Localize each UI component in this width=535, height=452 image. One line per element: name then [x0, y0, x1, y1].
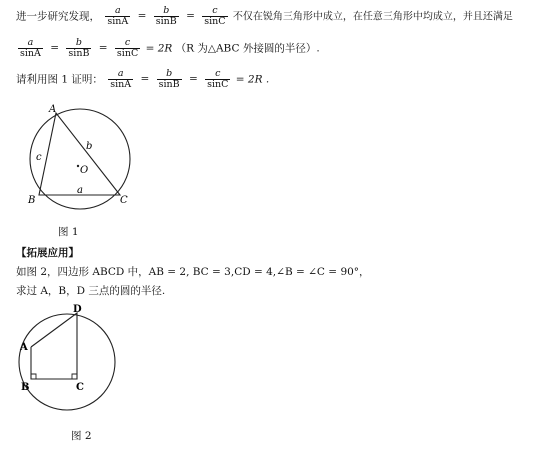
equation-rhs: = 2R .	[235, 73, 270, 86]
fraction-numerator: a	[117, 68, 124, 79]
center-point	[77, 165, 79, 167]
figure-2-caption: 图 2	[71, 430, 92, 442]
text-line-3	[16, 69, 269, 90]
fraction-denominator: sinC	[207, 78, 229, 90]
equals-sign: =	[140, 73, 150, 86]
fraction-numerator: c	[124, 37, 131, 48]
fraction-c-sinC	[202, 6, 227, 27]
fraction-c-sinC	[115, 38, 140, 59]
fraction-denominator: sinC	[204, 15, 226, 27]
fraction-numerator: c	[215, 68, 221, 79]
center-label-o: O	[80, 165, 89, 176]
equation-rhs: = 2R	[145, 42, 173, 55]
fraction-b-sinB	[157, 69, 182, 90]
quadrilateral-abcd	[31, 313, 77, 379]
vertex-label-a: A	[49, 104, 57, 115]
fraction-b-sinB	[66, 38, 91, 59]
fraction-denominator: sinA	[20, 47, 41, 59]
vertex-label-c: C	[120, 195, 128, 206]
side-label-c: c	[36, 152, 42, 163]
vertex-label-a: A	[20, 342, 28, 353]
problem-line-1: 如图 2，四边形 ABCD 中，AB = 2, BC = 3,CD = 4,∠B = ∠C = 90°，	[16, 266, 370, 278]
fraction-a-sinA	[108, 69, 133, 90]
fraction-numerator: a	[27, 37, 34, 48]
side-label-a: a	[77, 185, 83, 196]
text-line-2	[16, 38, 320, 59]
fraction-a-sinA	[18, 38, 43, 59]
equals-sign: =	[186, 10, 195, 23]
line3-intro: 请利用图 1 证明：	[16, 73, 103, 86]
right-angle-mark-b	[31, 374, 36, 379]
fraction-numerator: b	[166, 68, 173, 79]
fraction-denominator: sinB	[68, 47, 90, 59]
equals-sign: =	[50, 42, 60, 55]
fraction-denominator: sinB	[158, 78, 180, 90]
equals-sign: =	[98, 42, 108, 55]
right-angle-mark-c	[72, 374, 77, 379]
figure-1-diagram	[20, 104, 140, 214]
circle	[19, 314, 115, 410]
fraction-numerator: b	[163, 5, 170, 16]
text-line-1	[16, 6, 513, 27]
fraction-numerator: b	[75, 37, 82, 48]
equals-sign: =	[137, 10, 147, 23]
figure-1-caption: 图 1	[58, 226, 79, 238]
line2-note: （R 为△ABC 外接圆的半径）.	[175, 42, 320, 55]
triangle-abc	[39, 113, 120, 195]
side-label-b: b	[86, 141, 93, 152]
problem-line-2: 求过 A，B，D 三点的圆的半径.	[16, 285, 166, 297]
fraction-denominator: sinC	[116, 47, 139, 59]
line1-tail: 不仅在锐角三角形中成立，在任意三角形中均成立，并且还满足	[232, 11, 513, 23]
fraction-denominator: sinA	[110, 78, 132, 90]
vertex-label-d: D	[73, 304, 82, 315]
section-title: 【拓展应用】	[16, 247, 79, 259]
equals-sign: =	[188, 73, 198, 86]
vertex-label-b: B	[28, 195, 36, 206]
fraction-numerator: a	[114, 5, 121, 16]
fraction-a-sinA	[105, 6, 130, 27]
vertex-label-b: B	[21, 382, 30, 393]
fraction-numerator: c	[212, 5, 218, 16]
line1-intro: 进一步研究发现，	[16, 10, 100, 23]
vertex-label-c: C	[76, 382, 84, 393]
fraction-c-sinC	[205, 69, 230, 90]
fraction-b-sinB	[154, 6, 179, 27]
fraction-denominator: sinB	[155, 15, 177, 27]
figure-2-diagram	[14, 302, 124, 417]
fraction-denominator: sinA	[107, 15, 129, 27]
